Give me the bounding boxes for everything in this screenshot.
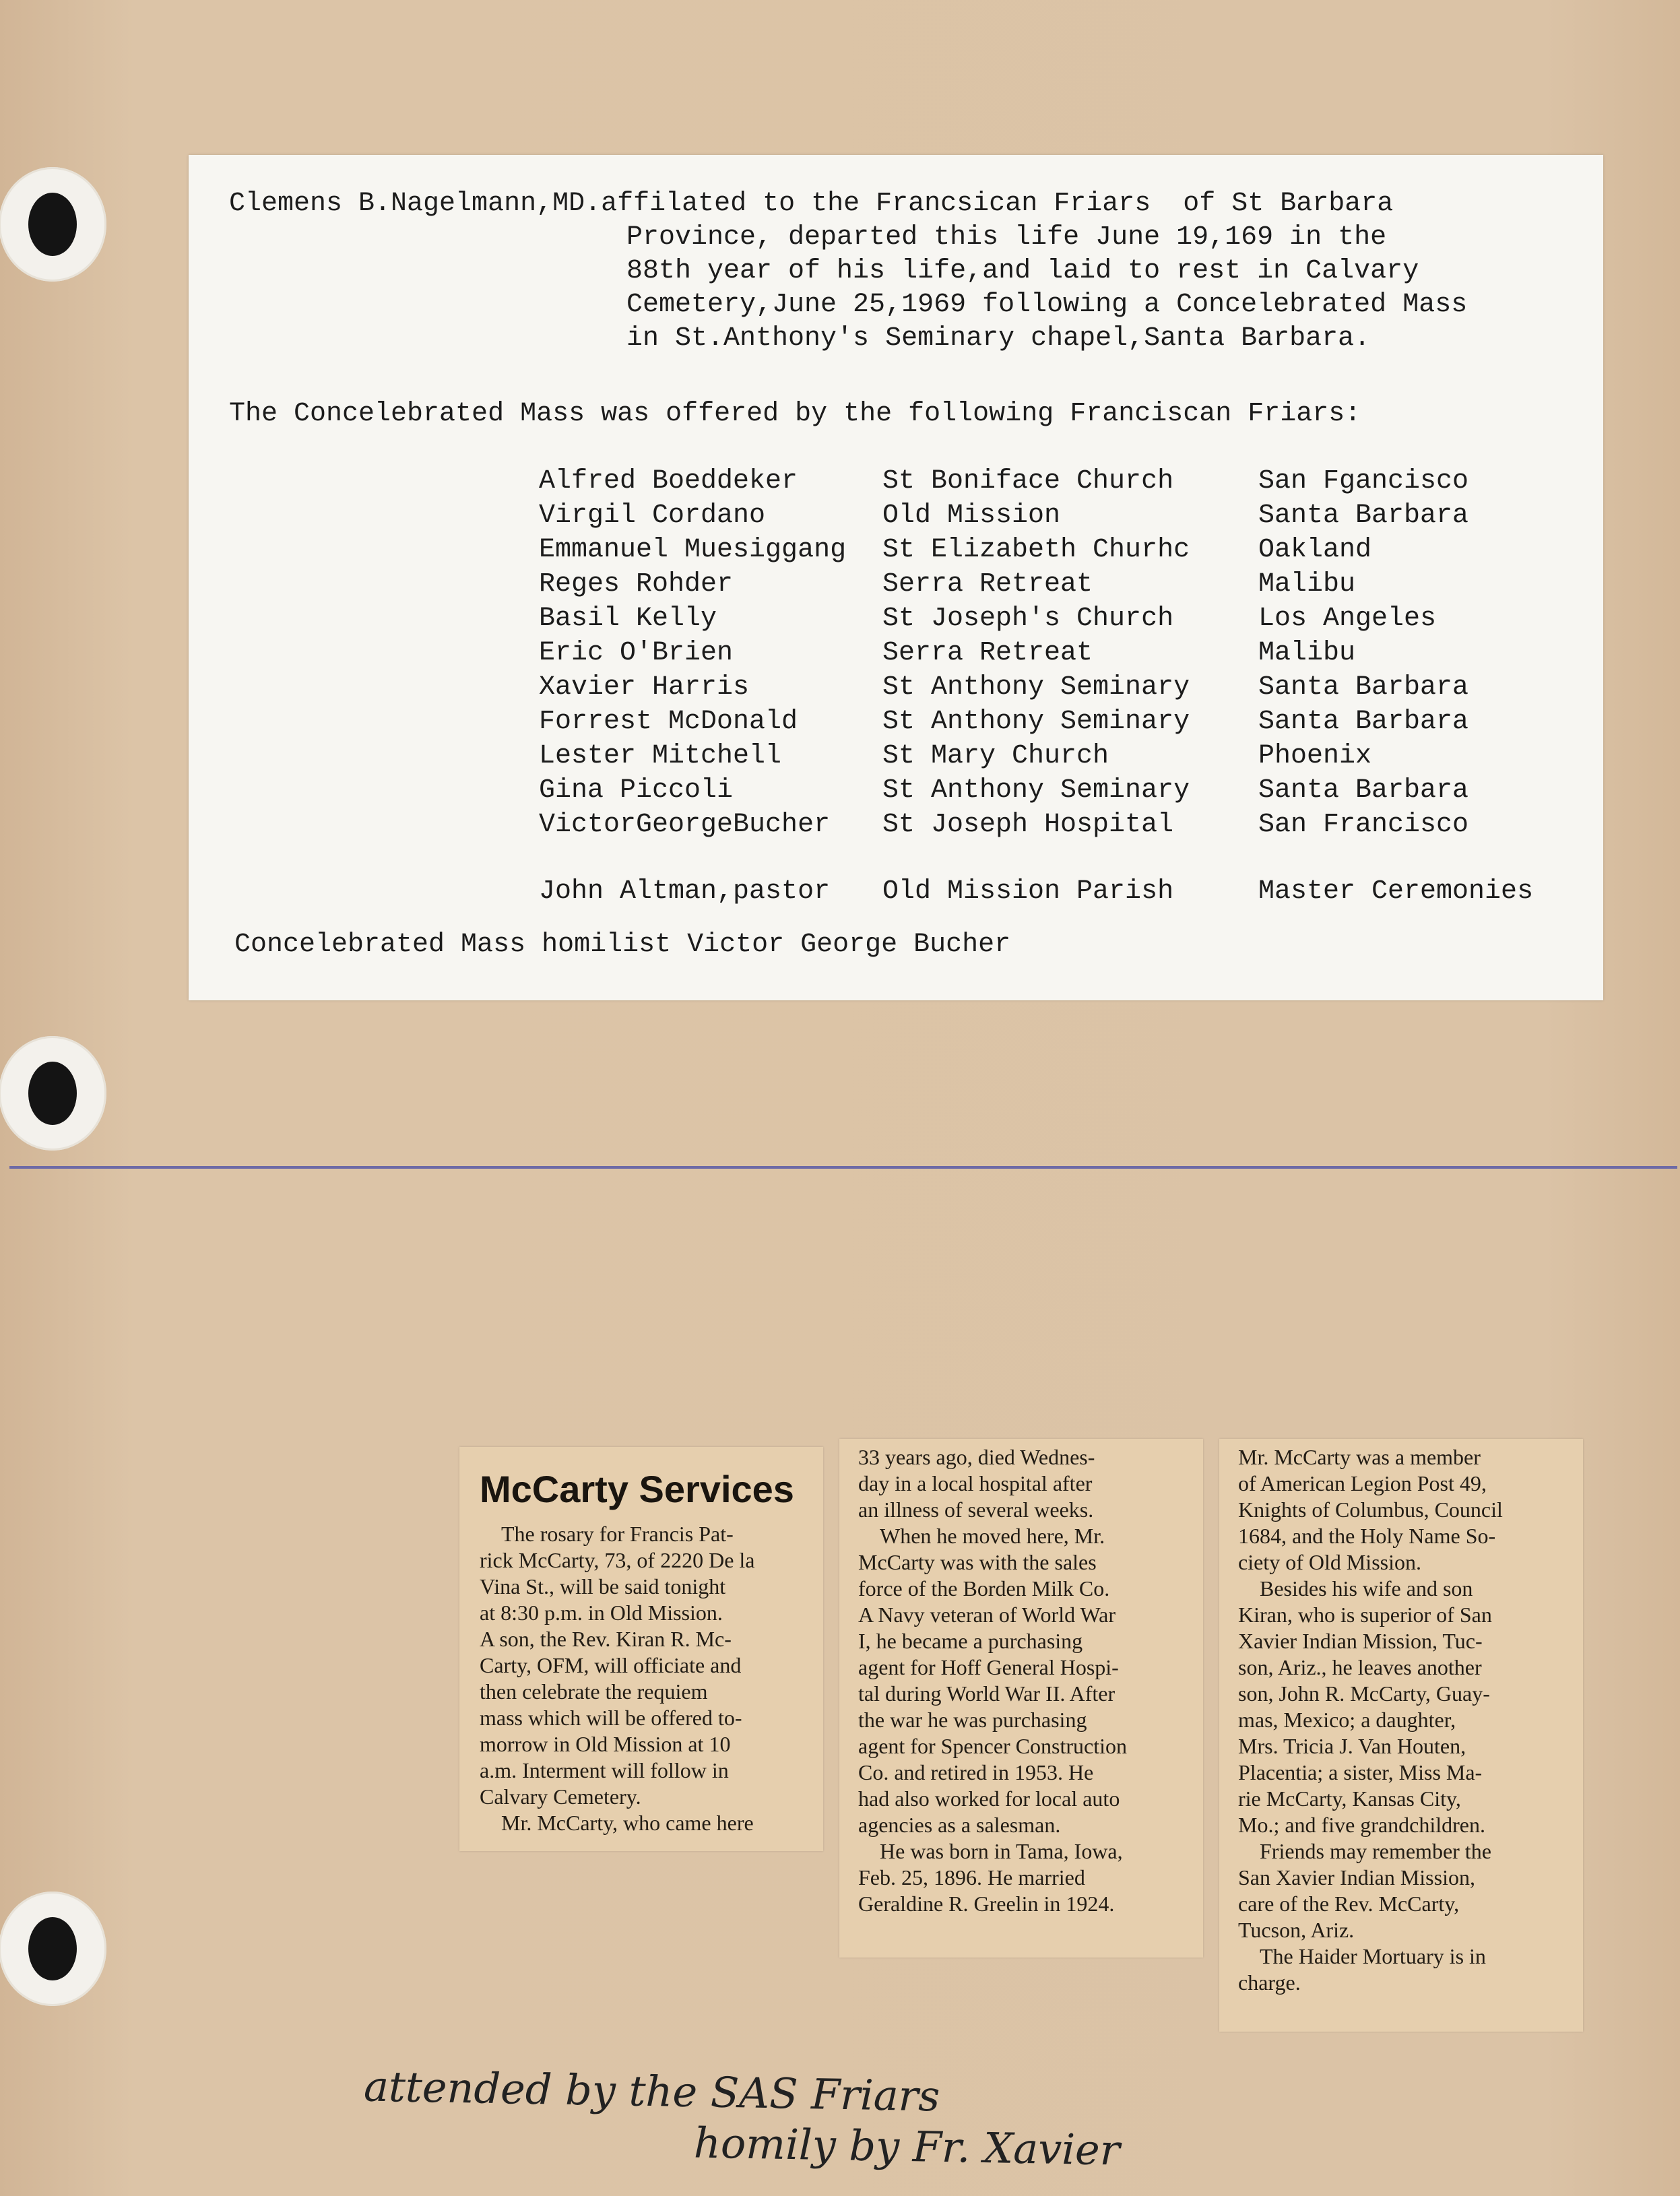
binder-hole-bottom xyxy=(0,1892,106,2006)
clipping-text-line: the war he was purchasing xyxy=(858,1708,1087,1732)
friar-name: John Altman,pastor xyxy=(539,876,831,907)
clipping-text-line: force of the Borden Milk Co. xyxy=(858,1576,1110,1601)
clipping-text-line: Tucson, Ariz. xyxy=(1238,1918,1355,1942)
clipping-text-line: at 8:30 p.m. in Old Mission. xyxy=(480,1601,723,1625)
friar-place: St Elizabeth Churhc xyxy=(882,535,1190,565)
clipping-text-line: tal during World War II. After xyxy=(858,1681,1116,1706)
binder-hole-top xyxy=(0,167,106,282)
friar-place: St Joseph's Church xyxy=(882,604,1174,634)
paragraph-line: 88th year of his life,and laid to rest in Calvary xyxy=(626,256,1419,286)
friar-name: Virgil Cordano xyxy=(539,500,766,531)
pastor-row xyxy=(539,875,1603,909)
clipping-text-line: Feb. 25, 1896. He married xyxy=(858,1865,1085,1890)
clipping-text-line: agent for Spencer Construction xyxy=(858,1734,1127,1758)
friar-row xyxy=(539,465,1603,499)
friar-city: Malibu xyxy=(1258,638,1356,668)
friar-name: Eric O'Brien xyxy=(539,638,734,668)
clipping-text-line: day in a local hospital after xyxy=(858,1471,1093,1495)
friar-city: Santa Barbara xyxy=(1258,500,1469,531)
clipping-text-line: mass which will be offered to- xyxy=(480,1706,742,1730)
friars-list xyxy=(539,465,1603,909)
paragraph-line: in St.Anthony's Seminary chapel,Santa Barbara. xyxy=(626,323,1371,354)
clipping-text-line: The Haider Mortuary is in xyxy=(1260,1944,1486,1968)
friar-city: Santa Barbara xyxy=(1258,707,1469,737)
clipping-text-line: When he moved here, Mr. xyxy=(880,1524,1105,1548)
friar-city: Phoenix xyxy=(1258,741,1372,771)
friar-name: Basil Kelly xyxy=(539,604,717,634)
friar-name: Emmanuel Muesiggang xyxy=(539,535,847,565)
friar-row xyxy=(539,740,1603,774)
friar-place: St Anthony Seminary xyxy=(882,672,1190,703)
friar-city: Master Ceremonies xyxy=(1258,876,1534,907)
paragraph-line: Province, departed this life June 19,169 in the xyxy=(626,222,1387,253)
clipping-text-line: McCarty was with the sales xyxy=(858,1550,1097,1574)
clipping-text-line: agent for Hoff General Hospi- xyxy=(858,1655,1119,1679)
friar-city: Malibu xyxy=(1258,569,1356,600)
friar-name: VictorGeorgeBucher xyxy=(539,810,831,840)
clipping-text-line: agencies as a salesman. xyxy=(858,1813,1061,1837)
friar-name: Lester Mitchell xyxy=(539,741,782,771)
handwritten-note-line-1: attended by the SAS Friars xyxy=(363,2061,940,2121)
friar-row xyxy=(539,568,1603,602)
clipping-text-line: Besides his wife and son xyxy=(1260,1576,1473,1601)
memorial-paragraph xyxy=(229,187,1590,356)
clipping-text-line: morrow in Old Mission at 10 xyxy=(480,1732,731,1756)
clipping-text-line: Mrs. Tricia J. Van Houten, xyxy=(1238,1734,1466,1758)
clipping-column-3 xyxy=(1219,1439,1583,2032)
clipping-text-line: Carty, OFM, will officiate and xyxy=(480,1653,742,1677)
friar-place: Serra Retreat xyxy=(882,638,1093,668)
clipping-text-line: The rosary for Francis Pat- xyxy=(501,1522,734,1546)
clipping-text-line: an illness of several weeks. xyxy=(858,1497,1094,1522)
clipping-text-line: A Navy veteran of World War xyxy=(858,1603,1116,1627)
clipping-text-line: a.m. Interment will follow in xyxy=(480,1758,729,1782)
clipping-text-line: mas, Mexico; a daughter, xyxy=(1238,1708,1456,1732)
binder-hole-middle xyxy=(0,1036,106,1151)
clipping-text-line: Kiran, who is superior of San xyxy=(1238,1603,1492,1627)
friar-place: Serra Retreat xyxy=(882,569,1093,600)
clipping-text-line: Calvary Cemetery. xyxy=(480,1784,641,1809)
clipping-text-line: rie McCarty, Kansas City, xyxy=(1238,1786,1461,1811)
clipping-text-line: of American Legion Post 49, xyxy=(1238,1471,1487,1495)
friar-place: Old Mission xyxy=(882,500,1061,531)
divider-line xyxy=(9,1166,1677,1169)
clipping-text-line: 33 years ago, died Wednes- xyxy=(858,1445,1095,1469)
clipping-text-line: had also worked for local auto xyxy=(858,1786,1120,1811)
column-2-text xyxy=(858,1444,1188,1917)
friar-row xyxy=(539,602,1603,637)
friar-name: Forrest McDonald xyxy=(539,707,798,737)
clipping-text-line: son, John R. McCarty, Guay- xyxy=(1238,1681,1490,1706)
clipping-text-line: A son, the Rev. Kiran R. Mc- xyxy=(480,1627,732,1651)
paragraph-line: Clemens B.Nagelmann,MD.affilated to the Francsican Friars of St Barbara xyxy=(229,189,1394,219)
friar-place: St Mary Church xyxy=(882,741,1109,771)
clipping-text-line: Mr. McCarty was a member xyxy=(1238,1445,1481,1469)
friar-row xyxy=(539,705,1603,740)
friar-row xyxy=(539,534,1603,568)
clipping-text-line: care of the Rev. McCarty, xyxy=(1238,1892,1460,1916)
friar-row xyxy=(539,774,1603,808)
clipping-text-line: ciety of Old Mission. xyxy=(1238,1550,1421,1574)
friar-place: St Anthony Seminary xyxy=(882,707,1190,737)
friar-row xyxy=(539,637,1603,671)
friar-place: St Anthony Seminary xyxy=(882,775,1190,806)
clipping-text-line: son, Ariz., he leaves another xyxy=(1238,1655,1482,1679)
friar-place: Old Mission Parish xyxy=(882,876,1174,907)
clipping-text-line: Knights of Columbus, Council xyxy=(1238,1497,1503,1522)
clipping-text-line: then celebrate the requiem xyxy=(480,1679,708,1704)
clipping-text-line: Friends may remember the xyxy=(1260,1839,1491,1863)
clipping-text-line: Vina St., will be said tonight xyxy=(480,1574,726,1598)
clipping-text-line: Placentia; a sister, Miss Ma- xyxy=(1238,1760,1483,1784)
clipping-text-line: San Xavier Indian Mission, xyxy=(1238,1865,1475,1890)
clipping-text-line: 1684, and the Holy Name So- xyxy=(1238,1524,1496,1548)
friar-city: Los Angeles xyxy=(1258,604,1437,634)
friar-row xyxy=(539,499,1603,534)
friar-place: St Boniface Church xyxy=(882,466,1174,496)
friar-city: San Francisco xyxy=(1258,810,1469,840)
friar-place: St Joseph Hospital xyxy=(882,810,1174,840)
clipping-headline: McCarty Services xyxy=(480,1468,794,1510)
clipping-text-line: Co. and retired in 1953. He xyxy=(858,1760,1094,1784)
friar-name: Alfred Boeddeker xyxy=(539,466,798,496)
clipping-text-line: Mo.; and five grandchildren. xyxy=(1238,1813,1485,1837)
clipping-column-2 xyxy=(839,1439,1203,1958)
typed-memorial-sheet xyxy=(189,155,1603,1000)
friar-city: San Fgancisco xyxy=(1258,466,1469,496)
homilist-line: Concelebrated Mass homilist Victor George Bucher xyxy=(234,930,1011,960)
friar-city: Santa Barbara xyxy=(1258,672,1469,703)
clipping-text-line: He was born in Tama, Iowa, xyxy=(880,1839,1123,1863)
clipping-text-line: I, he became a purchasing xyxy=(858,1629,1083,1653)
clipping-column-1 xyxy=(459,1447,823,1851)
clipping-text-line: rick McCarty, 73, of 2220 De la xyxy=(480,1548,755,1572)
column-1-text xyxy=(480,1521,808,1836)
column-3-text xyxy=(1238,1444,1568,1996)
clipping-text-line: Mr. McCarty, who came here xyxy=(501,1811,754,1835)
friar-name: Xavier Harris xyxy=(539,672,750,703)
mass-intro: The Concelebrated Mass was offered by the following Franciscan Friars: xyxy=(229,399,1361,429)
friar-name: Reges Rohder xyxy=(539,569,734,600)
friar-city: Santa Barbara xyxy=(1258,775,1469,806)
friar-row xyxy=(539,808,1603,843)
handwritten-note-line-2: homily by Fr. Xavier xyxy=(693,2118,1121,2175)
friar-city: Oakland xyxy=(1258,535,1372,565)
paragraph-line: Cemetery,June 25,1969 following a Concelebrated Mass xyxy=(626,290,1468,320)
clipping-text-line: Xavier Indian Mission, Tuc- xyxy=(1238,1629,1483,1653)
clipping-text-line: charge. xyxy=(1238,1970,1301,1995)
friar-row xyxy=(539,671,1603,705)
friar-name: Gina Piccoli xyxy=(539,775,734,806)
clipping-text-line: Geraldine R. Greelin in 1924. xyxy=(858,1892,1115,1916)
